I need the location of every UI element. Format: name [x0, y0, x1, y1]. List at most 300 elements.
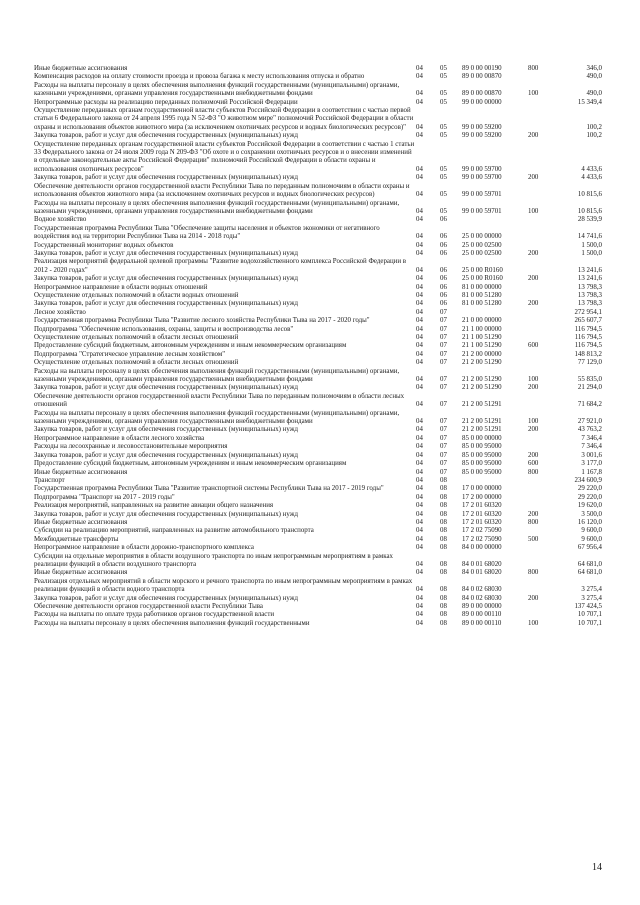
row-expense-type [528, 141, 552, 175]
table-row [34, 620, 602, 628]
row-section: 04 [416, 510, 423, 518]
row-subsection: 07 [440, 350, 447, 358]
row-name: Подпрограмма "Транспорт на 2017 - 2019 годы" [34, 493, 175, 501]
row-expense-type: 800 [528, 518, 539, 526]
row-target-article: 25 0 00 R0160 [462, 275, 503, 283]
table-row [34, 300, 602, 308]
row-name: Закупка товаров, работ и услуг для обеспечения государственных (муниципальных) нужд [34, 300, 298, 308]
row-name: Иные бюджетные ассигнования [34, 468, 128, 476]
row-name: Осуществление отдельных полномочий в области лесных отношений [34, 334, 239, 341]
row-expense-type [528, 544, 552, 552]
row-name: Предоставление субсидий бюджетным, автономным учреждениям и иным некоммерческим организациям [34, 342, 347, 350]
row-name: Субсидии на реализацию мероприятий, направленных на развитие автомобильного транспорта [34, 527, 314, 535]
row-name: Обеспечение деятельности органов государственной власти Республики Тыва по переданным полномочиям в области охраны и использования объектов животного мира (за исключением охотничьих ресурсов и водных биологических ресурсов) [34, 182, 410, 199]
row-expense-type: 500 [528, 535, 539, 543]
row-expense-type [528, 435, 552, 443]
row-name: Предоставление субсидий бюджетным, автономным учреждениям и иным некоммерческим организациям [34, 460, 347, 468]
row-target-article: 17 2 02 75090 [462, 535, 502, 543]
row-name: Расходы на выплаты персоналу в целях обеспечения выполнения функций государственными (муниципальными) органами, казенными учреждениями, органами управления государственными внебюджетными фондами [34, 81, 400, 98]
table-row [34, 65, 602, 73]
row-name: Расходы на выплаты по оплате труда работников органов государственной власти [34, 611, 275, 619]
table-row [34, 73, 602, 81]
row-expense-type: 200 [528, 384, 539, 392]
row-expense-type [528, 326, 552, 334]
table-row [34, 527, 602, 535]
row-target-article: 81 0 00 51280 [462, 300, 502, 308]
table-row [34, 519, 602, 527]
row-target-article: 84 0 00 00000 [462, 544, 502, 552]
row-target-article [462, 477, 528, 485]
table-row [34, 174, 602, 182]
row-target-article: 89 0 00 00110 [462, 619, 502, 627]
table-row [34, 326, 602, 334]
table-row [34, 544, 602, 552]
row-amount: 28 539,9 [577, 216, 602, 224]
row-subsection: 08 [440, 619, 447, 627]
row-section: 04 [416, 350, 423, 358]
row-expense-type: 800 [528, 65, 539, 72]
row-section: 04 [416, 73, 423, 81]
row-target-article: 99 0 00 59700 [462, 174, 502, 182]
row-name: Лесное хозяйство [34, 308, 86, 316]
row-expense-type: 200 [528, 510, 539, 518]
row-amount: 64 681,0 [577, 569, 602, 577]
row-subsection: 08 [440, 476, 447, 484]
row-name: Иные бюджетные ассигнования [34, 569, 128, 577]
row-subsection: 05 [440, 73, 447, 81]
row-amount: 1 500,0 [581, 241, 602, 249]
table-row [34, 410, 602, 427]
row-name: Осуществление отдельных полномочий в области лесных отношений [34, 359, 239, 367]
row-section: 04 [416, 65, 423, 72]
row-expense-type [528, 284, 552, 292]
row-subsection: 06 [440, 241, 447, 249]
row-amount: 29 220,0 [577, 485, 602, 493]
row-amount: 4 433,6 [581, 174, 602, 182]
row-subsection: 06 [440, 300, 447, 308]
row-section: 04 [416, 418, 423, 426]
row-amount: 100,2 [586, 132, 602, 140]
row-target-article: 25 0 00 R0160 [462, 266, 503, 274]
row-expense-type: 200 [528, 426, 539, 434]
row-expense-type [528, 603, 552, 611]
row-subsection: 08 [440, 493, 447, 501]
row-section: 04 [416, 291, 423, 299]
row-amount: 234 600,9 [574, 476, 602, 484]
table-row [34, 569, 602, 577]
table-row [34, 578, 602, 595]
row-name: Непрограммные расходы на реализацию переданных полномочий Российской Федерации [34, 98, 298, 106]
row-expense-type [528, 502, 552, 510]
row-subsection: 08 [440, 510, 447, 518]
row-amount: 4 433,6 [581, 165, 602, 173]
row-section: 04 [416, 241, 423, 249]
table-row [34, 460, 602, 468]
row-amount: 1 500,0 [581, 249, 602, 257]
row-expense-type [528, 494, 552, 502]
row-expense-type [528, 393, 552, 410]
table-row [34, 443, 602, 451]
row-expense-type [528, 359, 552, 367]
row-target-article: 21 2 00 51290 [462, 376, 502, 384]
row-section: 04 [416, 275, 423, 283]
row-target-article: 84 0 01 68020 [462, 569, 502, 577]
table-row [34, 485, 602, 493]
row-section: 04 [416, 527, 423, 535]
row-section: 04 [416, 544, 423, 552]
row-name: Иные бюджетные ассигнования [34, 518, 128, 526]
row-expense-type [528, 527, 552, 535]
row-section: 04 [416, 451, 423, 459]
table-row [34, 99, 602, 107]
row-section: 04 [416, 283, 423, 291]
row-section: 04 [416, 174, 423, 182]
row-expense-type [528, 99, 552, 107]
table-row [34, 494, 602, 502]
row-subsection: 06 [440, 249, 447, 257]
table-row [34, 317, 602, 325]
row-name: Подпрограмма "Обеспечение использования, охраны, защиты и воспроизводства лесов" [34, 325, 294, 333]
row-subsection: 05 [440, 65, 447, 72]
row-amount: 3 275,4 [581, 594, 602, 602]
row-name: Закупка товаров, работ и услуг для обеспечения государственных (муниципальных) нужд [34, 249, 298, 257]
row-target-article: 99 0 00 00000 [462, 98, 502, 106]
row-amount: 29 220,0 [577, 493, 602, 501]
row-target-article: 17 2 01 60320 [462, 518, 502, 526]
row-section: 04 [416, 560, 423, 568]
row-target-article: 21 2 00 51291 [462, 401, 502, 409]
table-row [34, 258, 602, 275]
row-target-article: 85 0 00 95000 [462, 443, 502, 451]
row-target-article: 21 2 00 51290 [462, 384, 502, 392]
row-name: Реализация отдельных мероприятий в области морского и речного транспорта по иным непрограммным мероприятиям в рамках реализации функций в области водного транспорта [34, 577, 413, 594]
row-section: 04 [416, 611, 423, 619]
row-expense-type: 200 [528, 132, 539, 140]
row-section: 04 [416, 359, 423, 367]
row-target-article: 17 2 00 00000 [462, 493, 502, 501]
row-subsection: 06 [440, 275, 447, 283]
row-amount: 13 241,6 [577, 266, 602, 274]
row-subsection: 07 [440, 308, 447, 316]
row-section: 04 [416, 342, 423, 350]
row-amount: 9 600,0 [581, 527, 602, 535]
row-target-article: 21 2 00 51291 [462, 418, 502, 426]
row-amount: 15 349,4 [577, 98, 602, 106]
row-expense-type: 600 [528, 460, 539, 468]
row-target-article: 17 2 01 60320 [462, 510, 502, 518]
row-target-article [462, 309, 528, 317]
row-section: 04 [416, 191, 423, 199]
row-amount: 137 424,5 [574, 603, 602, 610]
table-row [34, 132, 602, 140]
row-name: Осуществление отдельных полномочий в области водных отношений [34, 291, 239, 299]
table-row [34, 603, 602, 611]
row-subsection: 08 [440, 544, 447, 552]
row-subsection: 05 [440, 165, 447, 173]
row-section: 04 [416, 308, 423, 316]
row-target-article: 99 0 00 59701 [462, 207, 502, 215]
row-amount: 67 956,4 [577, 544, 602, 552]
row-amount: 13 798,3 [577, 300, 602, 308]
row-section: 04 [416, 401, 423, 409]
row-target-article: 85 0 00 95000 [462, 468, 502, 476]
row-amount: 55 835,0 [577, 376, 602, 384]
row-amount: 10 815,6 [577, 207, 602, 215]
table-row [34, 275, 602, 283]
row-section: 04 [416, 334, 423, 341]
row-target-article: 89 0 00 00110 [462, 611, 502, 619]
table-row [34, 426, 602, 434]
row-target-article: 21 2 00 00000 [462, 350, 502, 358]
table-row [34, 351, 602, 359]
row-name: Непрограммное направление в области лесного хозяйства [34, 434, 205, 442]
table-row [34, 469, 602, 477]
table-row [34, 611, 602, 619]
row-amount: 7 346,4 [581, 434, 602, 442]
row-subsection: 08 [440, 527, 447, 535]
row-section: 04 [416, 476, 423, 484]
row-expense-type: 100 [528, 90, 539, 98]
row-amount: 3 275,4 [581, 586, 602, 594]
row-amount: 10 707,1 [577, 611, 602, 619]
row-expense-type [528, 477, 552, 485]
row-expense-type [528, 107, 552, 132]
row-subsection: 08 [440, 502, 447, 510]
row-subsection: 05 [440, 207, 447, 215]
row-subsection: 05 [440, 174, 447, 182]
row-section: 04 [416, 569, 423, 577]
row-target-article: 21 1 00 51290 [462, 342, 502, 350]
table-row [34, 250, 602, 258]
row-target-article: 21 2 00 51290 [462, 359, 502, 367]
row-section: 04 [416, 132, 423, 140]
row-target-article: 21 1 00 51290 [462, 334, 502, 341]
row-subsection: 07 [440, 434, 447, 442]
row-target-article: 84 0 01 68020 [462, 560, 502, 568]
row-expense-type: 200 [528, 451, 539, 459]
row-name: Реализация мероприятий федеральной целевой программы "Развитие водохозяйственного комплекса Российской Федерации в 2012 - 2020 годах" [34, 258, 406, 274]
row-amount: 21 294,0 [577, 384, 602, 392]
row-name: Государственная программа Республики Тыва "Обеспечение защиты населения и объектов экономики от негативного воздействия вод на территории Республики Тыва на 2014 - 2018 годы" [34, 224, 380, 241]
row-name: Расходы на выплаты персоналу в целях обеспечения выполнения функций государственными (муниципальными) органами, казенными учреждениями, органами управления государственными внебюджетными фондами [34, 409, 400, 426]
row-target-article: 25 0 00 02500 [462, 249, 502, 257]
row-section: 04 [416, 376, 423, 384]
row-name: Транспорт [34, 476, 65, 484]
row-subsection: 05 [440, 98, 447, 106]
row-expense-type: 100 [528, 619, 539, 627]
row-amount: 77 129,0 [577, 359, 602, 367]
row-amount: 148 813,2 [574, 350, 602, 358]
budget-table-body [34, 65, 602, 628]
row-expense-type: 800 [528, 468, 539, 476]
row-name: Расходы на выплаты персоналу в целях обеспечения выполнения функций государственными [34, 619, 310, 627]
row-subsection: 07 [440, 342, 447, 350]
row-target-article: 81 0 00 51280 [462, 291, 502, 299]
table-row [34, 452, 602, 460]
row-name: Расходы на выплаты персоналу в целях обеспечения выполнения функций государственными (муниципальными) органами, казенными учреждениями, органами управления государственными внебюджетными фондами [34, 199, 400, 215]
table-row [34, 284, 602, 292]
row-name: Расходы на выплаты персоналу в целях обеспечения выполнения функций государственными (муниципальными) органами, казенными учреждениями, органами управления государственными внебюджетными фондами [34, 367, 400, 384]
row-expense-type [528, 553, 552, 570]
row-target-article: 21 2 00 51291 [462, 426, 502, 434]
row-section: 04 [416, 317, 423, 325]
row-expense-type: 100 [528, 418, 539, 426]
row-name: Реализация мероприятий, направленных на развитие авиации общего назначения [34, 502, 274, 510]
row-name: Осуществление переданных органам государственной власти субъектов Российской Федерации в соответствии с частью 1 статьи 33 Федерального закона от 24 июля 2009 года N 209-ФЗ "Об охоте и о сохранении охотничьих ресурсов и о внесении изменений в отдельные законодательные акты Российской Федерации" полномочий Российской Федерации в области охраны и использования охотничьих ресурсов" [34, 140, 415, 173]
table-row [34, 359, 602, 367]
table-row [34, 553, 602, 570]
row-amount: 13 798,3 [577, 283, 602, 291]
row-expense-type: 100 [528, 376, 539, 384]
row-target-article: 21 1 00 00000 [462, 325, 502, 333]
row-expense-type [528, 242, 552, 250]
row-subsection: 07 [440, 317, 447, 325]
row-amount: 100,2 [586, 123, 602, 131]
row-subsection: 07 [440, 376, 447, 384]
row-amount: 116 794,5 [574, 334, 602, 341]
row-target-article: 84 0 02 68030 [462, 586, 502, 594]
row-target-article: 99 0 00 59200 [462, 123, 502, 131]
row-section: 04 [416, 325, 423, 333]
row-section: 04 [416, 434, 423, 442]
table-row [34, 334, 602, 342]
row-target-article: 85 0 00 95000 [462, 451, 502, 459]
row-subsection: 08 [440, 569, 447, 577]
row-section: 04 [416, 493, 423, 501]
row-subsection: 08 [440, 603, 447, 610]
table-row [34, 502, 602, 510]
row-amount: 116 794,5 [574, 342, 602, 350]
row-amount: 1 167,8 [581, 468, 602, 476]
row-amount: 265 607,7 [574, 317, 602, 325]
row-amount: 13 241,6 [577, 275, 602, 283]
row-name: Закупка товаров, работ и услуг для обеспечения государственных (муниципальных) нужд [34, 594, 298, 602]
row-name: Осуществление переданных органам государственной власти субъектов Российской Федерации в соответствии с частью первой статьи 6 Федерального закона от 24 апреля 1995 года N 52-ФЗ "О животном мире" полномочий Российской Федерации в области охраны и использования объектов животного мира (за исключением охотничьих ресурсов и водных биологических ресурсов)" [34, 107, 414, 131]
row-expense-type [528, 258, 552, 275]
row-section: 04 [416, 594, 423, 602]
row-amount: 13 798,3 [577, 291, 602, 299]
row-subsection: 07 [440, 401, 447, 409]
table-row [34, 82, 602, 99]
table-row [34, 342, 602, 350]
row-amount: 64 681,0 [577, 560, 602, 568]
row-name: Водное хозяйство [34, 216, 87, 224]
row-name: Закупка товаров, работ и услуг для обеспечения государственных (муниципальных) нужд [34, 132, 298, 140]
row-subsection: 08 [440, 611, 447, 619]
row-amount: 27 921,0 [577, 418, 602, 426]
row-expense-type: 200 [528, 275, 539, 283]
row-section: 04 [416, 98, 423, 106]
row-subsection: 05 [440, 123, 447, 131]
row-subsection: 07 [440, 468, 447, 476]
row-name: Закупка товаров, работ и услуг для обеспечения государственных (муниципальных) нужд [34, 275, 298, 283]
row-subsection: 08 [440, 586, 447, 594]
table-row [34, 511, 602, 519]
row-subsection: 06 [440, 266, 447, 274]
row-subsection: 08 [440, 594, 447, 602]
row-name: Расходы на лесоохранные и лесовосстановительные мероприятия [34, 443, 228, 451]
row-amount: 10 815,6 [577, 191, 602, 199]
row-expense-type [528, 183, 552, 200]
row-subsection: 07 [440, 426, 447, 434]
row-expense-type [528, 317, 552, 325]
table-row [34, 107, 602, 132]
row-section: 04 [416, 90, 423, 98]
row-target-article: 99 0 00 59200 [462, 132, 502, 140]
row-section: 04 [416, 443, 423, 451]
row-amount: 3 001,6 [581, 451, 602, 459]
row-name: Межбюджетные трансферты [34, 535, 119, 543]
row-subsection: 08 [440, 485, 447, 493]
row-name: Обеспечение деятельности органов государственной власти Республики Тыва по переданным полномочиям в области лесных отношений [34, 392, 405, 409]
table-row [34, 435, 602, 443]
row-target-article: 21 0 00 00000 [462, 317, 502, 325]
row-section: 04 [416, 485, 423, 493]
row-name: Непрограммное направление в области водных отношений [34, 283, 208, 291]
row-expense-type [528, 485, 552, 493]
row-expense-type: 600 [528, 342, 539, 350]
row-section: 04 [416, 300, 423, 308]
row-target-article: 84 0 02 68030 [462, 594, 502, 602]
row-subsection: 07 [440, 359, 447, 367]
row-section: 04 [416, 165, 423, 173]
row-subsection: 07 [440, 334, 447, 341]
row-section: 04 [416, 384, 423, 392]
row-section: 04 [416, 468, 423, 476]
row-target-article: 17 2 02 75090 [462, 527, 502, 535]
row-expense-type [528, 351, 552, 359]
row-amount: 71 684,2 [577, 401, 602, 409]
row-expense-type [528, 443, 552, 451]
row-expense-type [528, 334, 552, 342]
table-row [34, 200, 602, 217]
row-expense-type: 200 [528, 300, 539, 308]
row-amount: 9 600,0 [581, 535, 602, 543]
row-target-article: 89 0 00 00000 [462, 603, 502, 610]
row-target-article: 99 0 00 59701 [462, 191, 502, 199]
row-target-article: 81 0 00 00000 [462, 283, 502, 291]
row-amount: 43 763,2 [577, 426, 602, 434]
row-amount: 490,0 [586, 90, 602, 98]
table-row [34, 141, 602, 175]
row-target-article: 89 0 00 00870 [462, 73, 502, 81]
row-name: Иные бюджетные ассигнования [34, 65, 128, 72]
row-expense-type: 200 [528, 594, 539, 602]
row-name: Закупка товаров, работ и услуг для обеспечения государственных (муниципальных) нужд [34, 174, 298, 182]
table-row [34, 595, 602, 603]
row-section: 04 [416, 460, 423, 468]
row-amount: 14 741,6 [577, 233, 602, 241]
row-target-article: 17 0 00 00000 [462, 485, 502, 493]
row-target-article: 89 0 00 00190 [462, 65, 502, 72]
row-section: 04 [416, 502, 423, 510]
row-subsection: 07 [440, 384, 447, 392]
row-amount: 10 707,1 [577, 619, 602, 627]
table-row [34, 225, 602, 242]
row-amount: 19 620,0 [577, 502, 602, 510]
row-section: 04 [416, 586, 423, 594]
row-subsection: 07 [440, 460, 447, 468]
row-section: 04 [416, 518, 423, 526]
row-expense-type [528, 578, 552, 595]
table-row [34, 477, 602, 485]
row-name: Субсидии на отдельные мероприятия в области воздушного транспорта по иным непрограммным мероприятиям в рамках реализации функций в области воздушного транспорта [34, 552, 393, 568]
table-row [34, 536, 602, 544]
row-target-article: 17 2 01 60320 [462, 502, 502, 510]
row-target-article: 85 0 00 95000 [462, 460, 502, 468]
row-subsection: 06 [440, 233, 447, 241]
row-amount: 7 346,4 [581, 443, 602, 451]
